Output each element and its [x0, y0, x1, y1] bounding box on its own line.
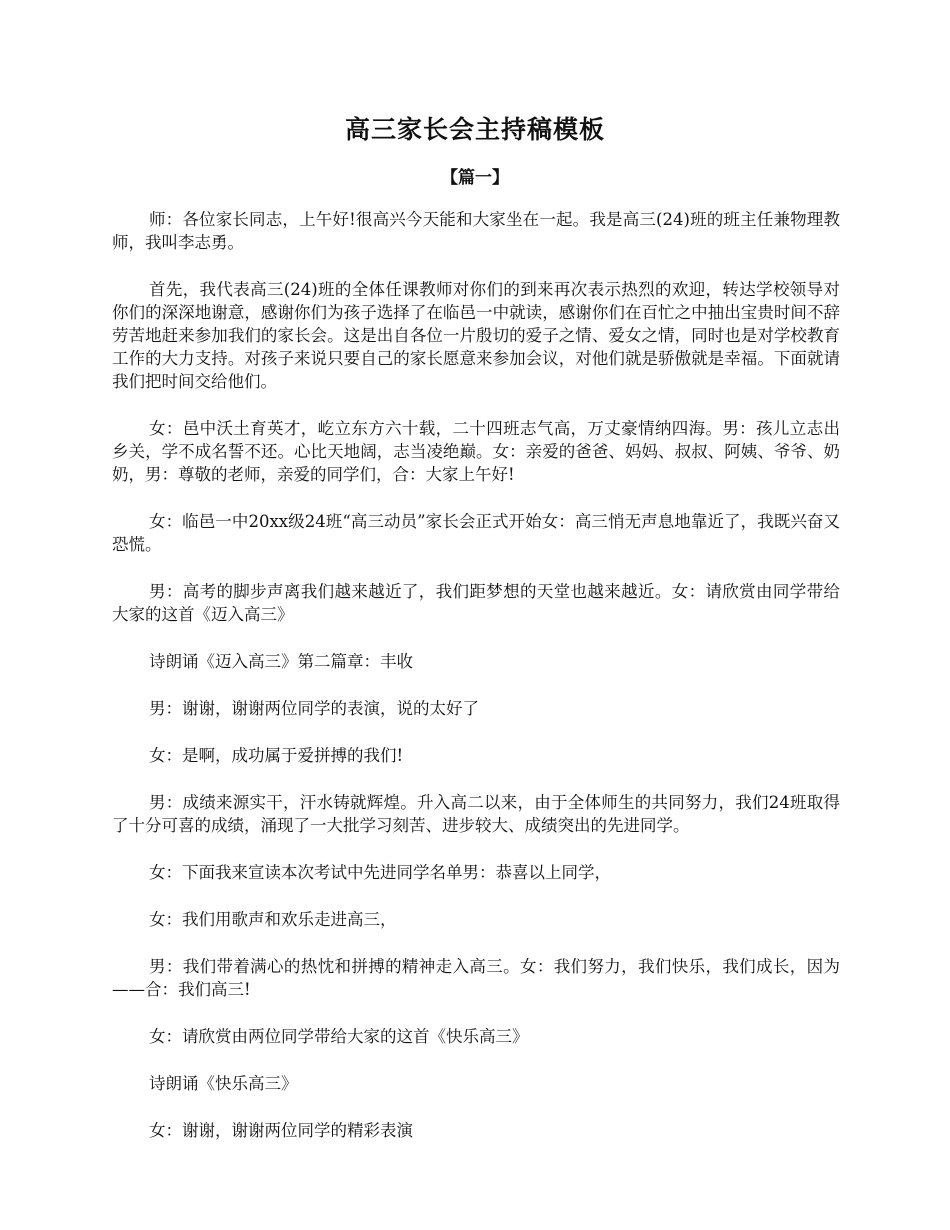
paragraph: 女：是啊，成功属于爱拼搏的我们! — [149, 746, 404, 765]
page-title: 高三家长会主持稿模板 — [344, 115, 605, 144]
paragraph: 女：谢谢，谢谢两位同学的精彩表演 — [149, 1121, 413, 1140]
paragraph: 男：谢谢，谢谢两位同学的表演，说的太好了 — [149, 699, 479, 718]
paragraph: 男：我们带着满心的热忱和拼搏的精神走入高三。女：我们努力，我们快乐，我们成长，因为——合：我们高三! — [112, 957, 840, 999]
paragraph: 男：成绩来源实干，汗水铸就辉煌。升入高二以来，由于全体师生的共同努力，我们24班取得了十分可喜的成绩，涌现了一大批学习刻苦、进步较大、成绩突出的先进同学。 — [112, 793, 840, 835]
paragraph: 男：高考的脚步声离我们越来越近了，我们距梦想的天堂也越来越近。女：请欣赏由同学带给大家的这首《迈入高三》 — [112, 582, 840, 624]
paragraph: 女：我们用歌声和欢乐走进高三， — [149, 910, 397, 929]
paragraph: 首先，我代表高三(24)班的全体任课教师对你们的到来再次表示热烈的欢迎，转达学校领导对你们的深深地谢意，感谢你们为孩子选择了在临邑一中就读，感谢你们在百忙之中抽出宝贵时间不辞劳苦地赶来参加我们的家长会。这是出自各位一片殷切的爱子之情、爱女之情，同时也是对学校教育工作的大力支持。对孩子来说只要自己的家长愿意来参加会议，对他们就是骄傲就是幸福。下面就请我们把时间交给他们。 — [112, 280, 840, 391]
paragraph: 师：各位家长同志，上午好!很高兴今天能和大家坐在一起。我是高三(24)班的班主任兼物理教师，我叫李志勇。 — [112, 210, 840, 252]
paragraph: 女：邑中沃土育英才，屹立东方六十载，二十四班志气高，万丈豪情纳四海。男：孩儿立志出乡关，学不成名誓不还。心比天地阔，志当凌绝巅。女：亲爱的爸爸、妈妈、叔叔、阿姨、爷爷、奶奶，男：尊敬的老师，亲爱的同学们，合：大家上午好! — [112, 419, 840, 484]
paragraph: 女：请欣赏由两位同学带给大家的这首《快乐高三》 — [149, 1027, 529, 1046]
paragraph: 女：临邑一中20xx级24班“高三动员”家长会正式开始女：高三悄无声息地靠近了，我既兴奋又恐慌。 — [112, 512, 840, 554]
document-body — [112, 208, 840, 1166]
paragraph: 女：下面我来宣读本次考试中先进同学名单男：恭喜以上同学， — [149, 863, 611, 882]
paragraph: 诗朗诵《迈入高三》第二篇章：丰收 — [149, 652, 413, 671]
section-heading: 【篇一】 — [441, 168, 509, 188]
paragraph: 诗朗诵《快乐高三》 — [149, 1074, 298, 1093]
